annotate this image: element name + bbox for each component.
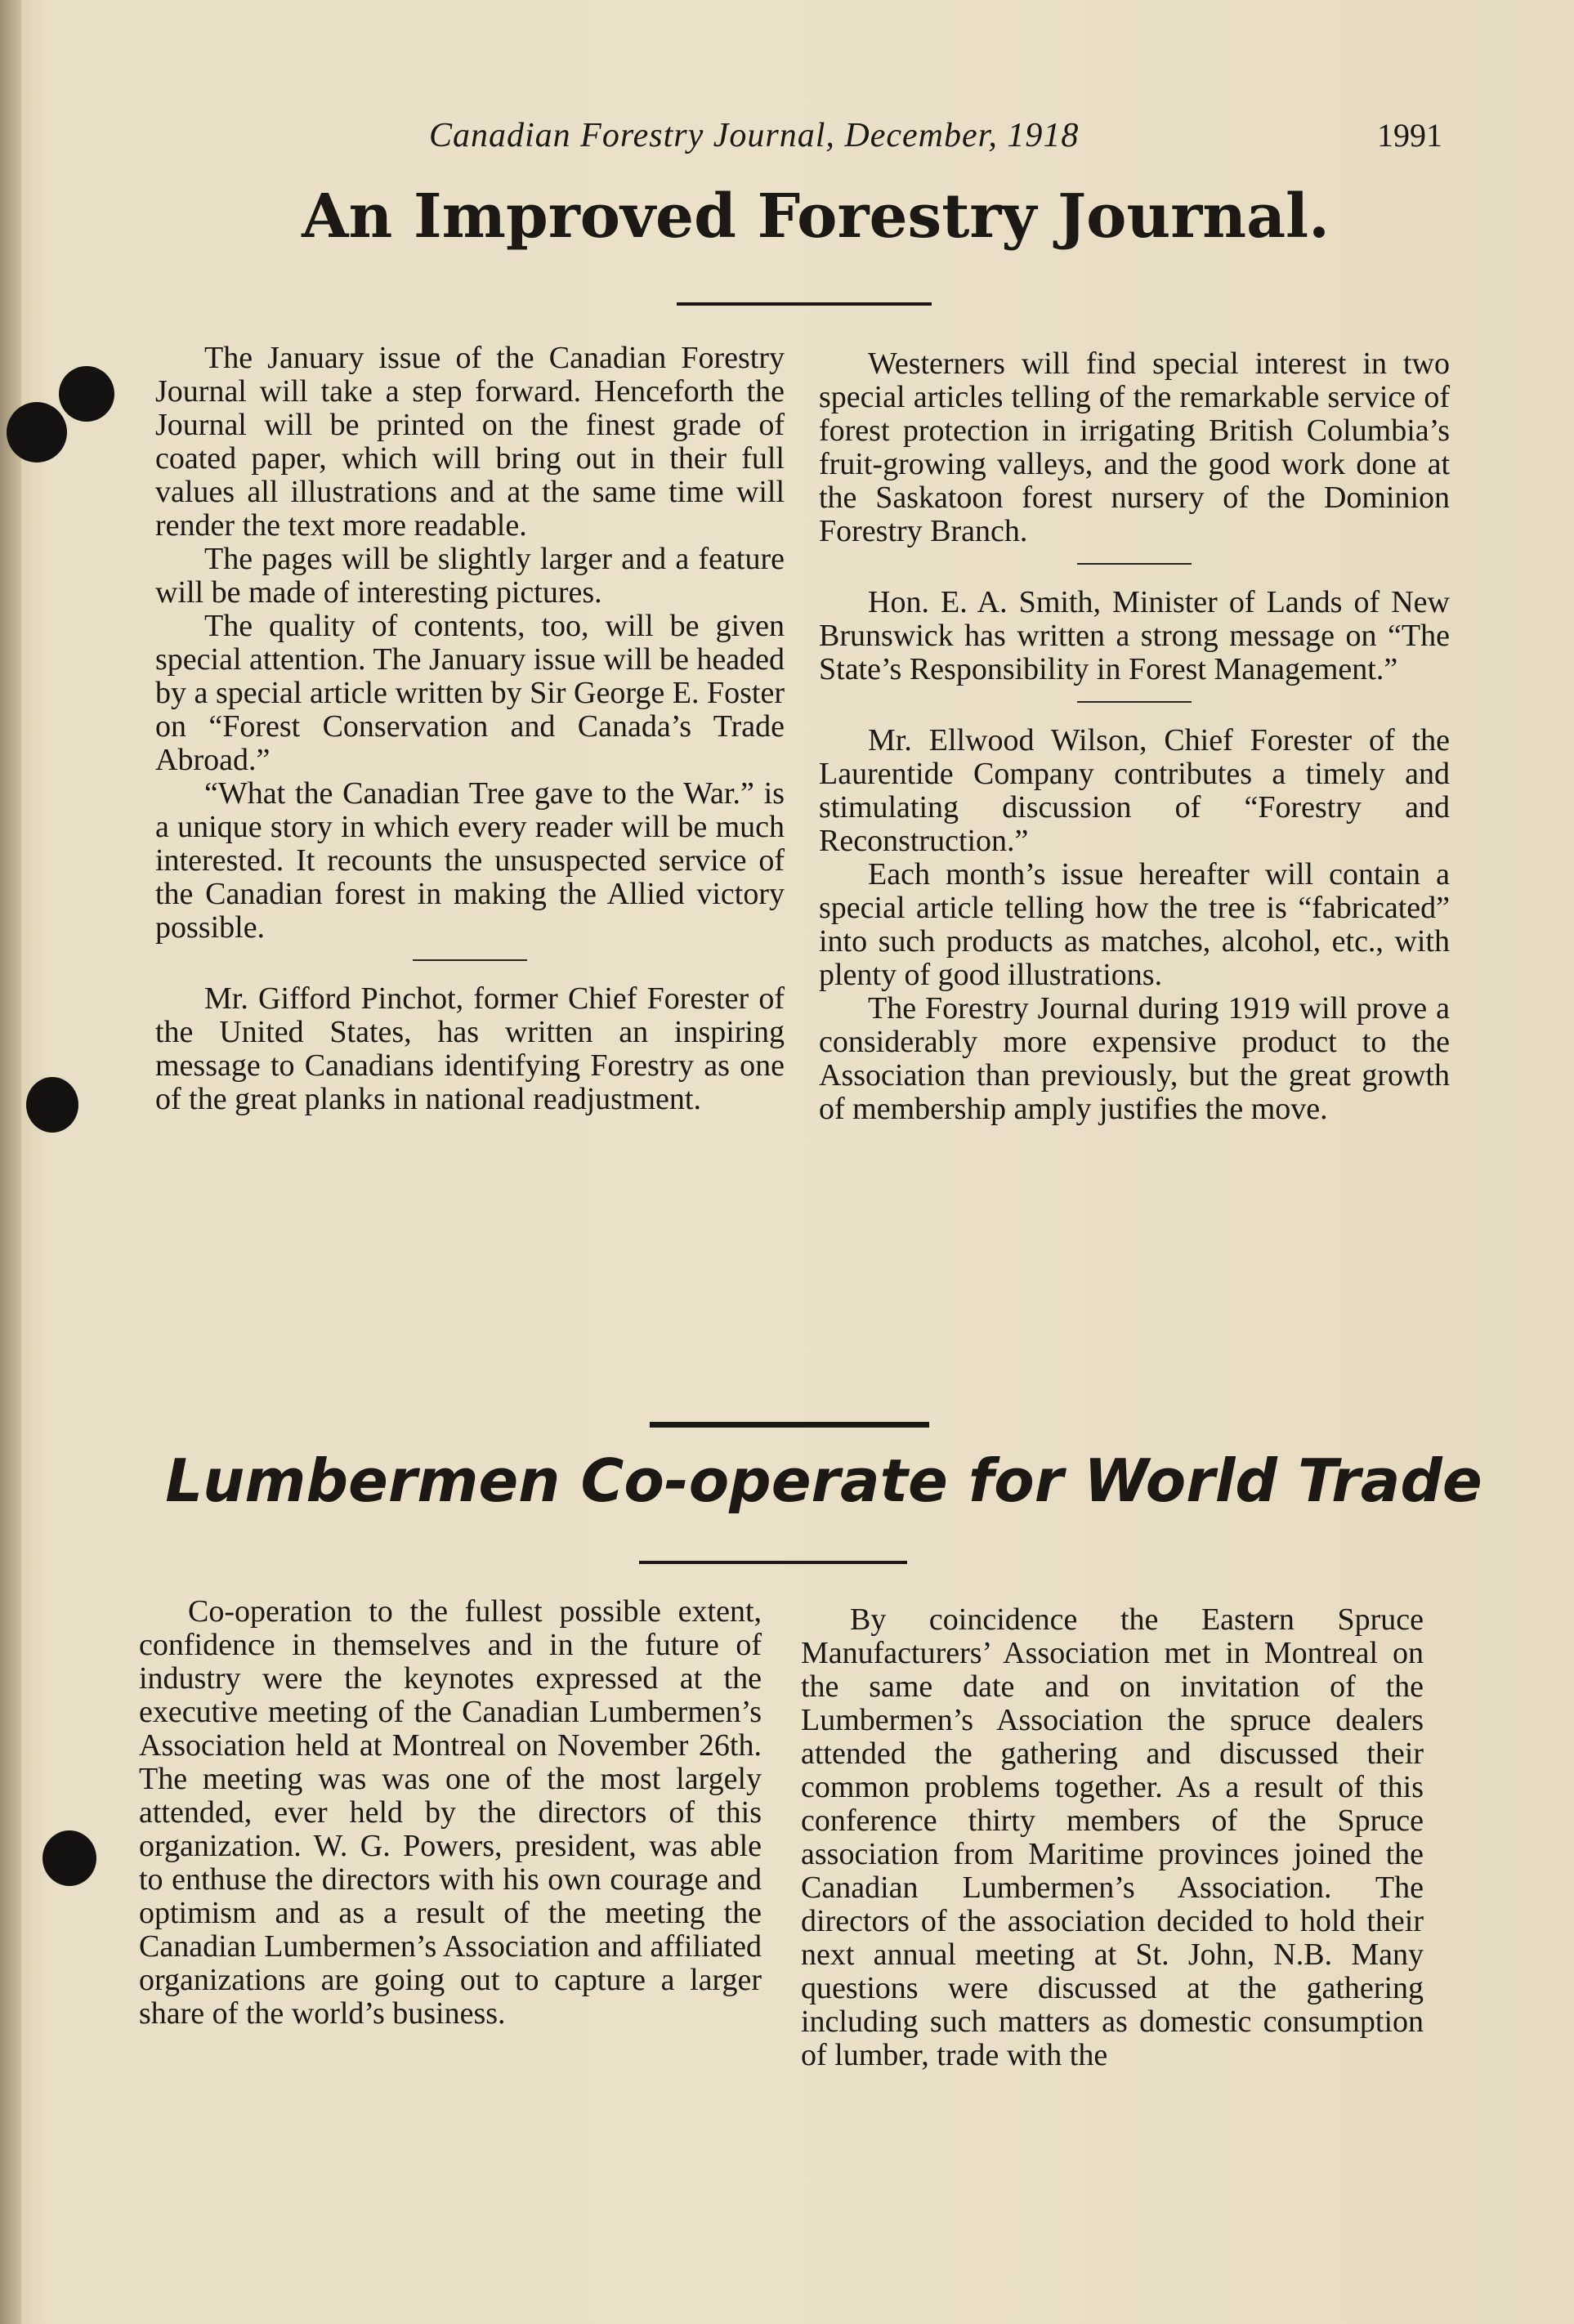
paragraph: “What the Canadian Tree gave to the War.” is a unique story in which every reader will be much interested. It recounts the unsuspected service of the Canadian forest in making the Allied victory possible.	[155, 776, 785, 945]
article-title-lumbermen: Lumbermen Co-operate for World Trade	[165, 1446, 1482, 1515]
paragraph: The quality of contents, too, will be given special attention. The January issue will be headed by a special article written by Sir George E. Foster on “Forest Conservation and Canada’s Trade Abroad.”	[155, 609, 785, 777]
running-header	[245, 116, 1471, 165]
title-underline-rule	[639, 1561, 907, 1564]
punch-hole	[7, 402, 67, 463]
paragraph: The January issue of the Canadian Forestry Journal will take a step forward. Henceforth the Journal will be printed on the finest grade of coated paper, which will bring out in their full values all illustrations and at the same time will render the text more readable.	[155, 341, 785, 543]
page-number: 1991	[1377, 117, 1442, 154]
section-divider	[413, 959, 527, 961]
article-divider-rule	[650, 1422, 929, 1428]
paragraph: By coincidence the Eastern Spruce Manufacturers’ Association met in Montreal on the same date and on invitation of the Lumbermen’s Association the spruce dealers attended the gathering and discussed their common problems together. As a result of this conference thirty members of the Spruce association from Maritime provinces joined the Canadian Lumbermen’s Association. The directors of the association decided to hold their next annual meeting at St. John, N.B. Many questions were discussed at the gathering including such matters as domestic consumption of lumber, trade with the	[801, 1602, 1424, 2072]
paragraph: Each month’s issue hereafter will contain a special article telling how the tree is “fabricated” into such products as matches, alcohol, etc., with plenty of good illustrations.	[819, 857, 1450, 992]
journal-issue-line: Canadian Forestry Journal, December, 1918	[429, 117, 1080, 154]
article2-right-column	[801, 1603, 1424, 2072]
article1-right-column	[819, 347, 1450, 1126]
title-underline-rule	[677, 302, 932, 306]
punch-hole	[26, 1077, 78, 1133]
paragraph: The Forestry Journal during 1919 will prove a considerably more expensive product to the Association than previously, but the great growth of membership amply justifies the move.	[819, 991, 1450, 1126]
section-divider	[1077, 701, 1192, 703]
section-divider	[1077, 563, 1192, 565]
paragraph: Hon. E. A. Smith, Minister of Lands of New Brunswick has written a strong message on “The State’s Responsibility in Forest Management.”	[819, 585, 1450, 686]
page-binding-edge	[0, 0, 21, 2324]
paragraph: The pages will be slightly larger and a feature will be made of interesting pictures.	[155, 542, 785, 610]
article-title-improved-journal: An Improved Forestry Journal.	[302, 181, 1330, 252]
paragraph: Co-operation to the fullest possible extent, confidence in themselves and in the future of industry were the keynotes expressed at the executive meeting of the Canadian Lumbermen’s Association held at Montreal on November 26th. The meeting was was one of the most largely attended, ever held by the directors of this organization. W. G. Powers, president, was able to enthuse the directors with his own courage and optimism and as a result of the meeting the Canadian Lumbermen’s Association and affiliated organizations are going out to capture a larger share of the world’s business.	[139, 1594, 762, 2031]
article1-left-column	[155, 342, 785, 1116]
punch-hole	[59, 366, 114, 422]
paragraph: Mr. Ellwood Wilson, Chief Forester of the Laurentide Company contributes a timely and stimulating discussion of “Forestry and Reconstruction.”	[819, 723, 1450, 858]
paragraph: Mr. Gifford Pinchot, former Chief Forester of the United States, has written an inspiring message to Canadians identifying Forestry as one of the great planks in national readjustment.	[155, 981, 785, 1116]
punch-hole	[42, 1830, 96, 1886]
paragraph: Westerners will find special interest in two special articles telling of the remarkable service of forest protection in irrigating British Columbia’s fruit-growing valleys, and the good work done at the Saskatoon forest nursery of the Dominion Forestry Branch.	[819, 346, 1450, 548]
article2-left-column	[139, 1595, 762, 2031]
